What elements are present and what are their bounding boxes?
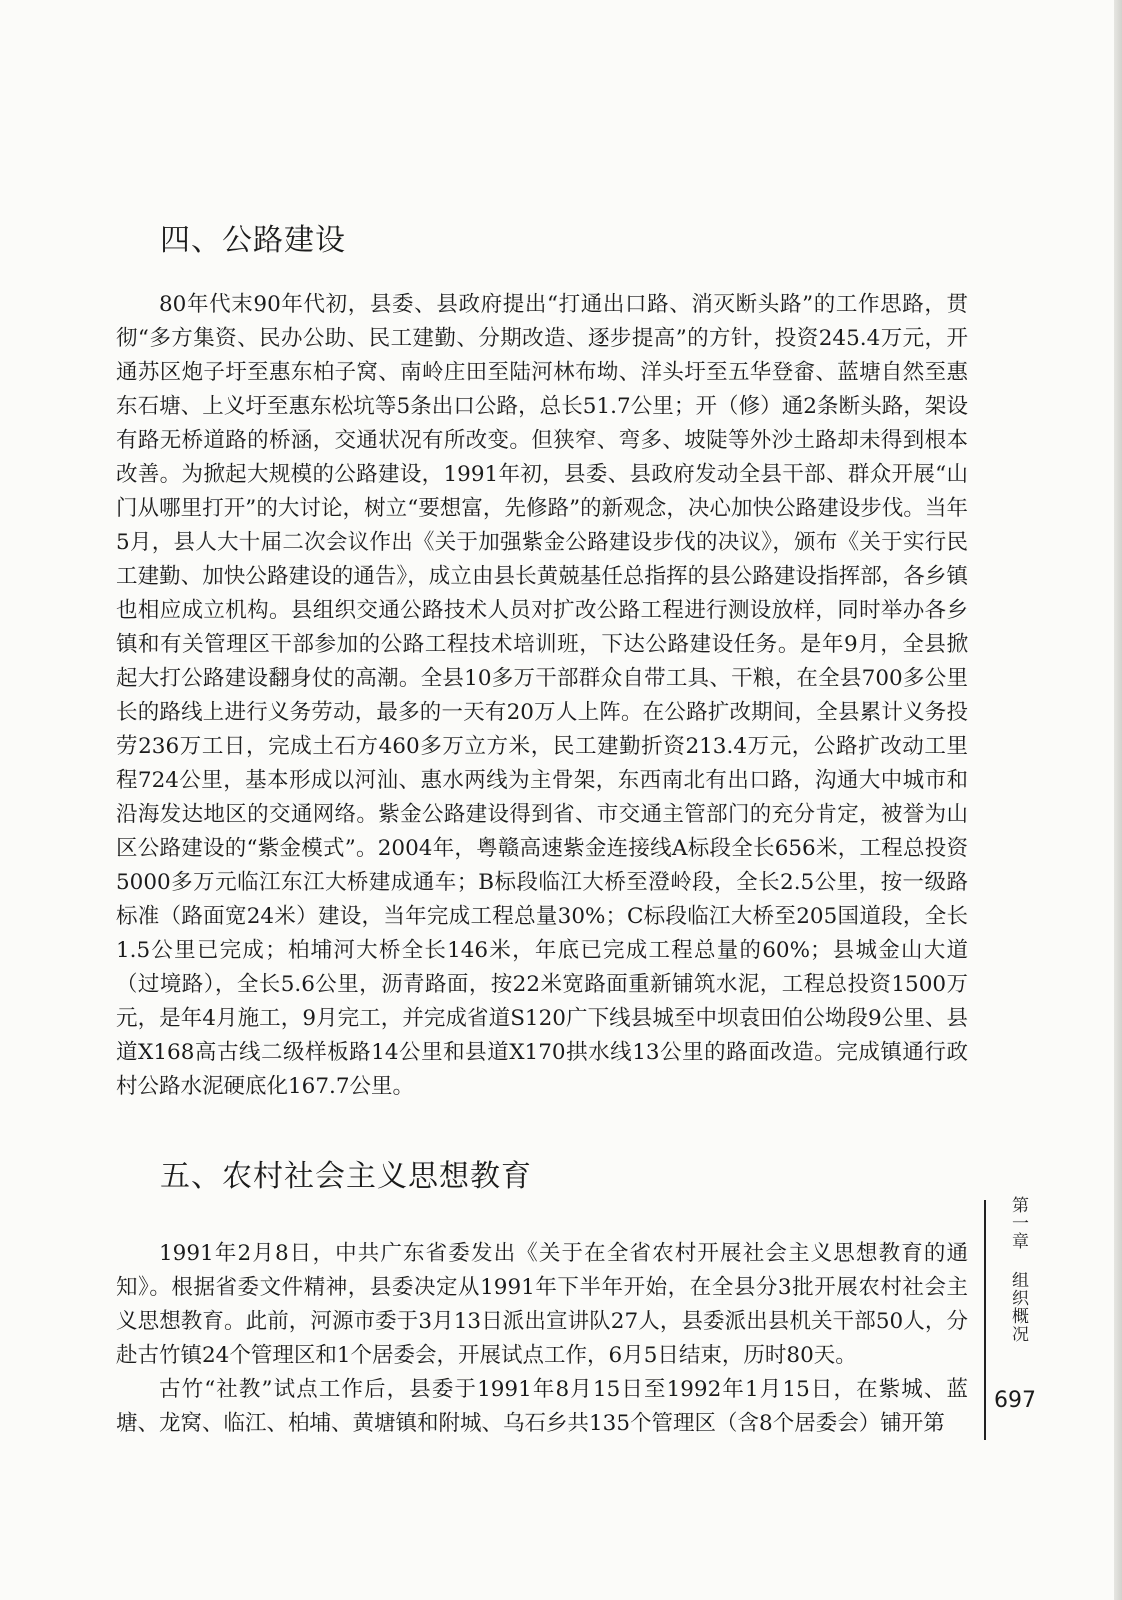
paragraph-rural-education-2: 古竹“社教”试点工作后，县委于1991年8月15日至1992年1月15日，在紫城、蓝塘、龙窝、临江、柏埔、黄塘镇和附城、乌石乡共135个管理区（含8个居委会）铺开第	[116, 1377, 968, 1436]
page-edge-shadow	[1114, 0, 1122, 1600]
chapter-side-tab: 第一章 组织概况	[1008, 1196, 1028, 1343]
page-number: 697	[994, 1388, 1036, 1413]
paragraph-rural-education-1: 1991年2月8日，中共广东省委发出《关于在全省农村开展社会主义思想教育的通知》。根据省委文件精神，县委决定从1991年下半年开始，在全县分3批开展农村社会主义思想教育。此前，河源市委于3月13日派出宣讲队27人，县委派出县机关干部50人，分赴古竹镇24个管理区和1个居委会，开展试点工作，6月5日结束，历时80天。	[116, 1241, 968, 1368]
paragraph-road-construction: 80年代末90年代初，县委、县政府提出“打通出口路、消灭断头路”的工作思路，贯彻“多方集资、民办公助、民工建勤、分期改造、逐步提高”的方针，投资245.4万元，开通苏区炮子圩至惠东柏子窝、南岭庄田至陆河林布坳、洋头圩至五华登畲、蓝塘自然至惠东石塘、上义圩至惠东松坑等5条出口公路，总长51.7公里；开（修）通2条断头路，架设有路无桥道路的桥涵，交通状况有所改变。但狭窄、弯多、坡陡等外沙土路却未得到根本改善。为掀起大规模的公路建设，1991年初，县委、县政府发动全县干部、群众开展“山门从哪里打开”的大讨论，树立“要想富，先修路”的新观念，决心加快公路建设步伐。当年5月，县人大十届二次会议作出《关于加强紫金公路建设步伐的决议》，颁布《关于实行民工建勤、加快公路建设的通告》，成立由县长黄兢基任总指挥的县公路建设指挥部，各乡镇也相应成立机构。县组织交通公路技术人员对扩改公路工程进行测设放样，同时举办各乡镇和有关管理区干部参加的公路工程技术培训班，下达公路建设任务。是年9月，全县掀起大打公路建设翻身仗的高潮。全县10多万干部群众自带工具、干粮，在全县700多公里长的路线上进行义务劳动，最多的一天有20万人上阵。在公路扩改期间，全县累计义务投劳236万工日，完成土石方460多万立方米，民工建勤折资213.4万元，公路扩改动工里程724公里，基本形成以河汕、惠水两线为主骨架，东西南北有出口路，沟通大中城市和沿海发达地区的交通网络。紫金公路建设得到省、市交通主管部门的充分肯定，被誉为山区公路建设的“紫金模式”。2004年，粤赣高速紫金连接线A标段全长656米，工程总投资5000多万元临江东江大桥建成通车；B标段临江大桥至澄岭段，全长2.5公里，按一级路标准（路面宽24米）建设，当年完成工程总量30%；C标段临江大桥至205国道段，全长1.5公里已完成；柏埔河大桥全长146米，年底已完成工程总量的60%；县城金山大道（过境路），全长5.6公里，沥青路面，按22米宽路面重新铺筑水泥，工程总投资1500万元，是年4月施工，9月完工，并完成省道S120广下线县城至中坝袁田伯公坳段9公里、县道X168高古线二级样板路14公里和县道X170拱水线13公里的路面改造。完成镇通行政村公路水泥硬底化167.7公里。	[116, 292, 968, 1099]
section-heading-rural-education: 五、农村社会主义思想教育	[160, 1159, 532, 1194]
section-heading-road-construction: 四、公路建设	[160, 223, 346, 258]
side-tab-rule	[984, 1200, 986, 1440]
